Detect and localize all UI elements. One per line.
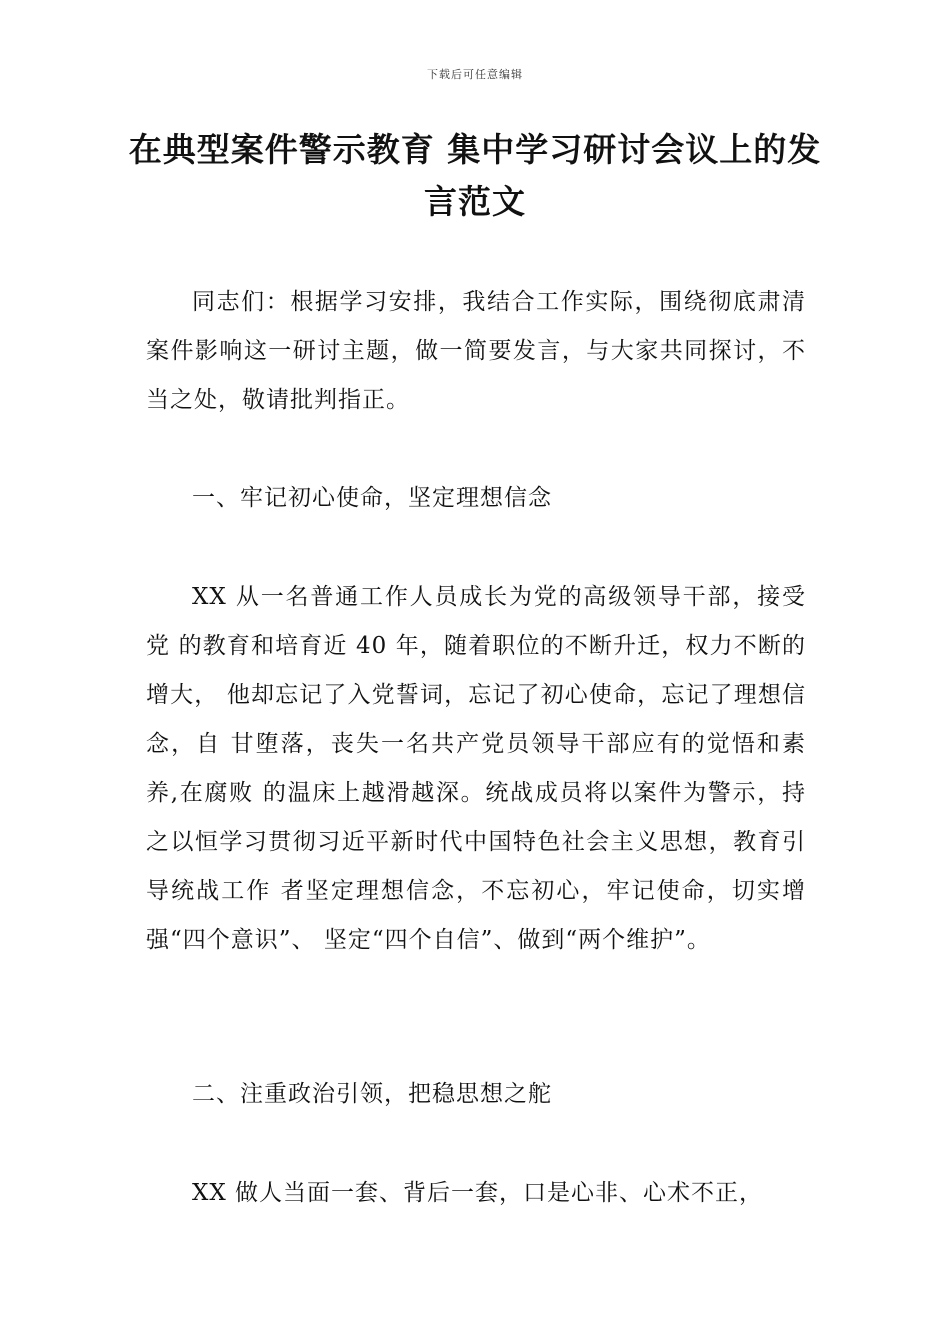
intro-block [146, 278, 806, 425]
section1-heading: 一、牢记初心使命，坚定理想信念 [192, 485, 552, 511]
document-title: 在典型案件警示教育 集中学习研讨会议上的发言范文 [128, 130, 822, 221]
section1-paragraph: XX 从一名普通工作人员成长为党的高级领导干部，接受党 的教育和培育近 40 年，随着职位的不断升迁，权力不断的增大， 他却忘记了入党誓词，忘记了初心使命，忘记了理想信念，自 甘堕落，丧失一名共产党员领导干部应有的觉悟和素养,在腐败 的温床上越滑越深。统战成员将以案件为警示，持之以恒学习贯彻习近平新时代中国特色社会主义思想，教育引导统战工作 者坚定理想信念，不忘初心，牢记使命，切实增强“四个意识”、 坚定“四个自信”、做到“两个维护”。 [146, 584, 806, 953]
section2-heading-block [146, 1070, 806, 1119]
section1-heading-block [146, 474, 806, 523]
section2-heading: 二、注重政治引领，把稳思想之舵 [192, 1081, 552, 1107]
header-note: 下载后可任意编辑 [427, 68, 523, 81]
intro-paragraph: 同志们：根据学习安排，我结合工作实际，围绕彻底肃清案件影响这一研讨主题，做一简要发言，与大家共同探讨，不当之处，敬请批判指正。 [146, 289, 806, 413]
section2-body-block [146, 1169, 806, 1218]
section2-paragraph: XX 做人当面一套、背后一套，口是心非、心术不正， [192, 1180, 764, 1206]
section1-body-block [146, 573, 806, 965]
